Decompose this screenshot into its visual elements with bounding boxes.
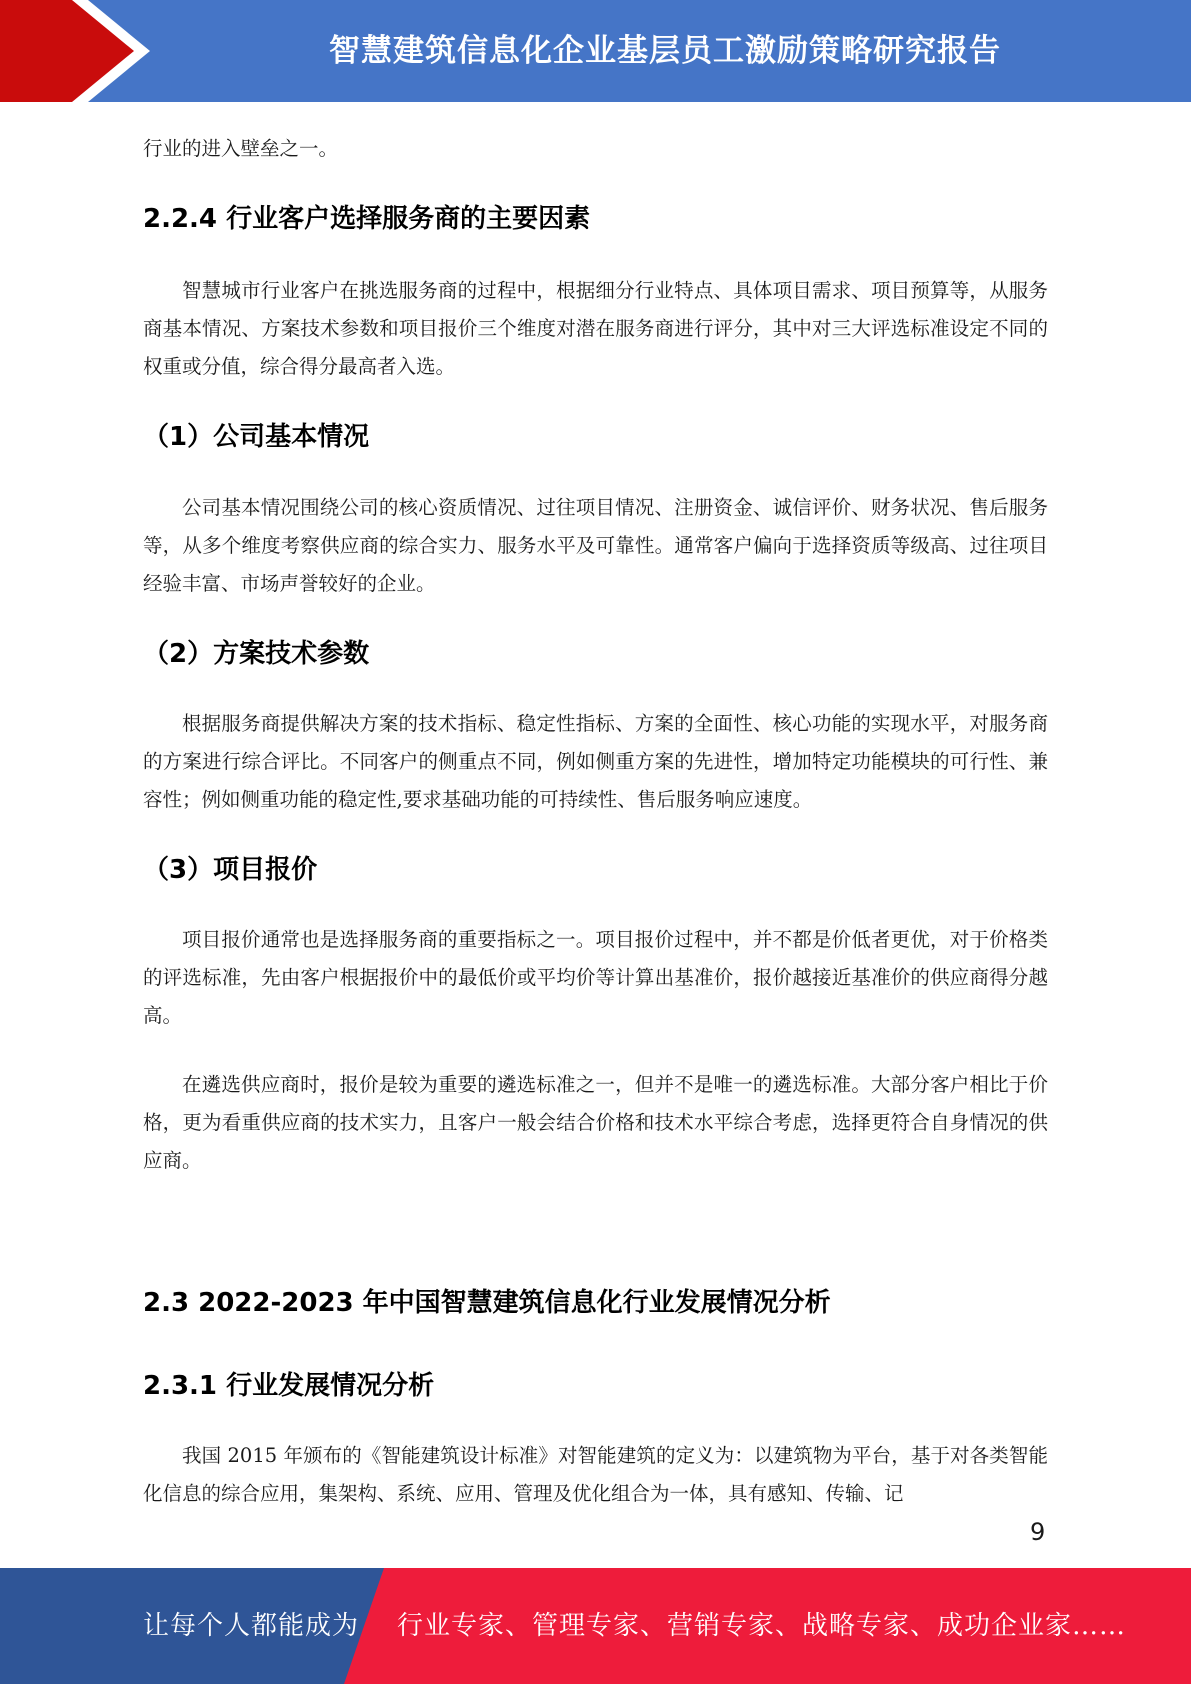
header-banner <box>0 0 1191 110</box>
paragraph-smart-building-definition: 我国 2015 年颁布的《智能建筑设计标准》对智能建筑的定义为：以建筑物为平台，基于对各类智能化信息的综合应用，集架构、系统、应用、管理及优化组合为一体，具有感知、传输、记 <box>143 1444 1048 1505</box>
paragraph-supplier-selection: 在遴选供应商时，报价是较为重要的遴选标准之一，但并不是唯一的遴选标准。大部分客户相比于价格，更为看重供应商的技术实力，且客户一般会结合价格和技术水平综合考虑，选择更符合自身情况的供应商。 <box>143 1073 1048 1172</box>
subheading-project-quotation: （3）项目报价 <box>143 855 318 885</box>
subheading-company-basics: （1）公司基本情况 <box>143 422 370 452</box>
section-heading-2-2-4: 2.2.4 行业客户选择服务商的主要因素 <box>143 204 591 234</box>
subheading-technical-parameters: （2）方案技术参数 <box>143 639 370 669</box>
footer-slogan-right: 行业专家、管理专家、营销专家、战略专家、成功企业家…… <box>397 1611 1127 1641</box>
document-title: 智慧建筑信息化企业基层员工激励策略研究报告 <box>329 33 1001 69</box>
footer-banner <box>0 1568 1191 1684</box>
footer-slogan-left: 让每个人都能成为 <box>143 1611 360 1641</box>
section-heading-2-3: 2.3 2022-2023 年中国智慧建筑信息化行业发展情况分析 <box>143 1288 831 1318</box>
page-number: 9 <box>1030 1518 1046 1546</box>
paragraph-company-basics: 公司基本情况围绕公司的核心资质情况、过往项目情况、注册资金、诚信评价、财务状况、售后服务等，从多个维度考察供应商的综合实力、服务水平及可靠性。通常客户偏向于选择资质等级高、过往项目经验丰富、市场声誉较好的企业。 <box>143 496 1048 595</box>
paragraph-selection-factors: 智慧城市行业客户在挑选服务商的过程中，根据细分行业特点、具体项目需求、项目预算等，从服务商基本情况、方案技术参数和项目报价三个维度对潜在服务商进行评分，其中对三大评选标准设定不同的权重或分值，综合得分最高者入选。 <box>143 279 1048 378</box>
paragraph-technical-parameters: 根据服务商提供解决方案的技术指标、稳定性指标、方案的全面性、核心功能的实现水平，对服务商的方案进行综合评比。不同客户的侧重点不同，例如侧重方案的先进性，增加特定功能模块的可行性、兼容性；例如侧重功能的稳定性,要求基础功能的可持续性、售后服务响应速度。 <box>143 712 1048 811</box>
paragraph-project-quotation: 项目报价通常也是选择服务商的重要指标之一。项目报价过程中，并不都是价低者更优，对于价格类的评选标准，先由客户根据报价中的最低价或平均价等计算出基准价，报价越接近基准价的供应商得分越高。 <box>143 928 1048 1027</box>
section-heading-2-3-1: 2.3.1 行业发展情况分析 <box>143 1371 435 1401</box>
paragraph-continuation: 行业的进入壁垒之一。 <box>143 137 339 160</box>
